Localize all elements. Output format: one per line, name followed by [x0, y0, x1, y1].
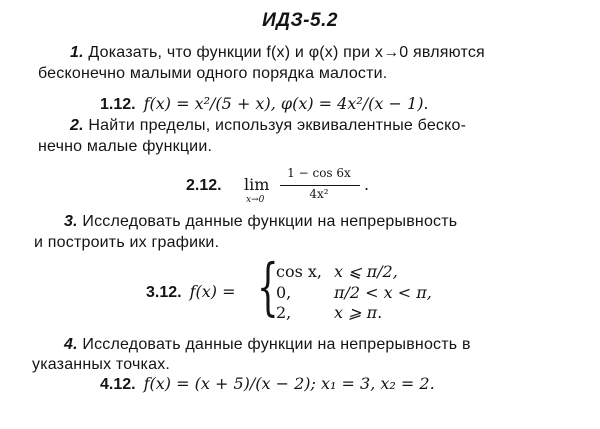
piecewise-row-1-value: cos x,: [276, 262, 322, 281]
task-2-text-1: Найти пределы, используя эквивалентные беско-: [88, 117, 467, 134]
task-2-line-2: нечно малые функции.: [38, 138, 213, 155]
piecewise-row-3-condition: x ⩾ π.: [334, 303, 383, 322]
formula-1-expression: f(x) = x²/(5 + x), φ(x) = 4x²/(x − 1).: [143, 94, 429, 113]
formula-2-end: .: [364, 175, 370, 194]
formula-4-expression: f(x) = (x + 5)/(x − 2); x₁ = 3, x₂ = 2.: [143, 374, 435, 393]
page-title: ИДЗ-5.2: [262, 10, 338, 31]
piecewise-brace: {: [257, 250, 279, 323]
fraction-bar: [280, 185, 360, 186]
formula-3-lhs: f(x) =: [189, 282, 236, 301]
limit-subscript: x→0: [246, 195, 265, 205]
task-4-number: 4.: [64, 336, 78, 353]
fraction-denominator: 4x²: [309, 187, 329, 201]
piecewise-row-3-value: 2,: [276, 303, 292, 322]
task-4-text-1: Исследовать данные функции на непрерывность в: [82, 336, 471, 353]
formula-3-number: 3.12.: [146, 284, 182, 301]
task-3-line-1: [64, 213, 457, 231]
formula-4: [100, 374, 435, 394]
formula-3: [146, 282, 236, 302]
task-3-line-2: и построить их графики.: [34, 234, 220, 251]
task-1-text-1: Доказать, что функции f(x) и φ(x) при x→0 являются: [88, 44, 485, 61]
formula-2-number: 2.12.: [186, 177, 222, 194]
piecewise-row-1-condition: x ⩽ π/2,: [334, 262, 398, 281]
task-3-text-1: Исследовать данные функции на непрерывность: [82, 213, 458, 230]
task-1-line-2: бесконечно малыми одного порядка малости.: [38, 65, 388, 82]
task-2-number: 2.: [70, 117, 84, 134]
task-1-number: 1.: [70, 44, 84, 61]
task-3-number: 3.: [64, 213, 78, 230]
piecewise-row-2-condition: π/2 < x < π,: [334, 283, 432, 302]
formula-1: [100, 94, 429, 114]
task-2-line-1: [70, 117, 466, 135]
task-4-line-1: [64, 336, 471, 354]
limit-operator: lim: [244, 175, 270, 194]
formula-1-number: 1.12.: [100, 96, 136, 113]
piecewise-row-2-value: 0,: [276, 283, 292, 302]
formula-4-number: 4.12.: [100, 376, 136, 393]
fraction-numerator: 1 − cos 6x: [287, 166, 351, 180]
formula-2: [186, 175, 230, 195]
task-4-line-2: указанных точках.: [32, 356, 171, 373]
task-1-line-1: [70, 44, 485, 62]
